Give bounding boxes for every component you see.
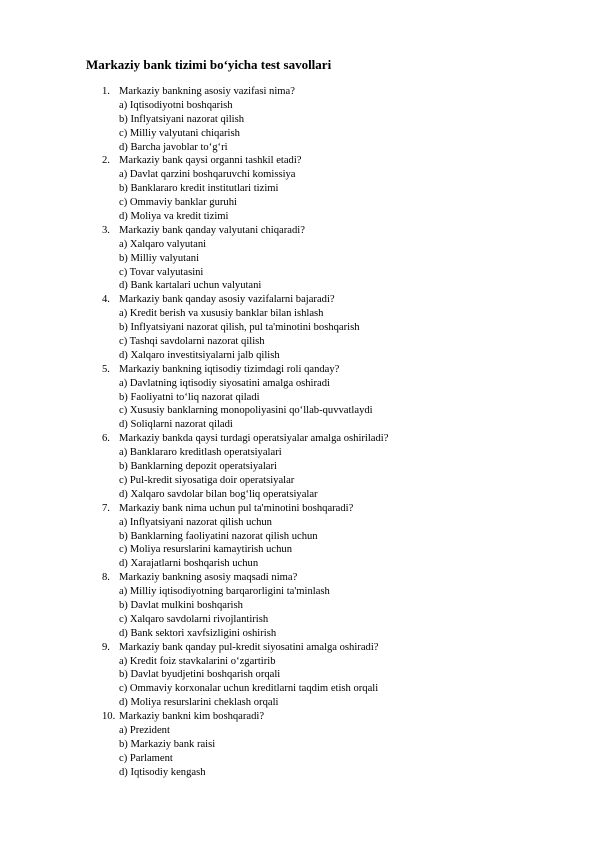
answer-option-row xyxy=(0,418,596,432)
question-text: Markaziy bank qanday asosiy vazifalarni bajaradi? xyxy=(119,294,335,306)
answer-option-row xyxy=(0,766,596,780)
answer-option-row xyxy=(0,627,596,641)
answer-option-row xyxy=(0,266,596,280)
answer-option-row xyxy=(0,196,596,210)
question-number: 2. xyxy=(102,155,110,167)
answer-option-row xyxy=(0,127,596,141)
answer-option: b) Milliy valyutani xyxy=(119,252,200,264)
answer-option-row xyxy=(0,557,596,571)
question-number: 4. xyxy=(102,294,110,306)
answer-option-row xyxy=(0,530,596,544)
answer-option-row xyxy=(0,724,596,738)
answer-option: d) Moliya resurslarini cheklash orqali xyxy=(119,697,279,709)
answer-option: c) Pul-kredit siyosatiga doir operatsiyalar xyxy=(119,474,295,486)
answer-option-row xyxy=(0,321,596,335)
question-text: Markaziy bank nima uchun pul ta'minotini boshqaradi? xyxy=(119,502,354,514)
answer-option: b) Inflyatsiyani nazorat qilish xyxy=(119,113,245,125)
answer-option-row xyxy=(0,391,596,405)
answer-option: b) Banklararo kredit institutlari tizimi xyxy=(119,183,279,195)
answer-option-row xyxy=(0,474,596,488)
answer-option-row xyxy=(0,752,596,766)
question-text: Markaziy bankda qaysi turdagi operatsiyalar amalga oshiriladi? xyxy=(119,433,389,445)
answer-option: a) Kredit foiz stavkalarini o‘zgartirib xyxy=(119,655,276,667)
answer-option: b) Davlat byudjetini boshqarish orqali xyxy=(119,669,281,681)
answer-option: a) Inflyatsiyani nazorat qilish uchun xyxy=(119,516,272,528)
answer-option-row xyxy=(0,404,596,418)
answer-option-row xyxy=(0,99,596,113)
answer-option-row xyxy=(0,543,596,557)
answer-option: a) Banklararo kreditlash operatsiyalari xyxy=(119,447,282,459)
answer-option: b) Inflyatsiyani nazorat qilish, pul ta'minotini boshqarish xyxy=(119,322,360,334)
answer-option: c) Ommaviy banklar guruhi xyxy=(119,197,237,209)
question-item xyxy=(0,363,596,377)
answer-option: c) Xalqaro savdolarni rivojlantirish xyxy=(119,613,269,625)
answer-option: c) Milliy valyutani chiqarish xyxy=(119,127,240,139)
answer-option-row xyxy=(0,488,596,502)
question-text: Markaziy bankni kim boshqaradi? xyxy=(119,711,265,723)
answer-option: d) Iqtisodiy kengash xyxy=(119,766,206,778)
answer-option: d) Moliya va kredit tizimi xyxy=(119,211,229,223)
question-item xyxy=(0,154,596,168)
answer-option: c) Moliya resurslarini kamaytirish uchun xyxy=(119,544,292,556)
answer-option-row xyxy=(0,738,596,752)
question-text: Markaziy bankning asosiy vazifasi nima? xyxy=(119,86,295,97)
answer-option-row xyxy=(0,168,596,182)
answer-option-row xyxy=(0,210,596,224)
answer-option: d) Xarajatlarni boshqarish uchun xyxy=(119,558,259,570)
answer-option-row xyxy=(0,335,596,349)
answer-option: a) Kredit berish va xususiy banklar bilan ishlash xyxy=(119,308,324,320)
answer-option-row xyxy=(0,252,596,266)
answer-option-row xyxy=(0,377,596,391)
answer-option-row xyxy=(0,141,596,155)
answer-option: a) Milliy iqtisodiyotning barqarorligini ta'minlash xyxy=(119,586,330,598)
answer-option: a) Xalqaro valyutani xyxy=(119,238,207,250)
answer-option: d) Xalqaro investitsiyalarni jalb qilish xyxy=(119,349,280,361)
question-text: Markaziy bank qaysi organni tashkil etadi? xyxy=(119,155,302,167)
question-number: 9. xyxy=(102,641,110,653)
question-number: 3. xyxy=(102,224,110,236)
answer-option-row xyxy=(0,279,596,293)
question-item xyxy=(0,85,596,99)
answer-option: b) Banklarning depozit operatsiyalari xyxy=(119,461,277,473)
answer-option: c) Parlament xyxy=(119,752,173,764)
answer-option-row xyxy=(0,696,596,710)
question-item xyxy=(0,571,596,585)
answer-option: b) Banklarning faoliyatini nazorat qilish uchun xyxy=(119,530,318,542)
answer-option-row xyxy=(0,613,596,627)
question-item xyxy=(0,502,596,516)
answer-option-row xyxy=(0,307,596,321)
answer-option-row xyxy=(0,182,596,196)
answer-option: c) Xususiy banklarning monopoliyasini qo‘llab-quvvatlaydi xyxy=(119,405,373,417)
question-item xyxy=(0,224,596,238)
answer-option-row xyxy=(0,446,596,460)
question-item xyxy=(0,641,596,655)
question-number: 1. xyxy=(102,86,110,97)
question-number: 6. xyxy=(102,433,110,445)
answer-option-row xyxy=(0,460,596,474)
answer-option: a) Davlat qarzini boshqaruvchi komissiya xyxy=(119,169,296,181)
question-text: Markaziy bankning asosiy maqsadi nima? xyxy=(119,572,298,584)
question-number: 10. xyxy=(102,711,116,723)
answer-option-row xyxy=(0,349,596,363)
answer-option: a) Davlatning iqtisodiy siyosatini amalga oshiradi xyxy=(119,377,330,389)
answer-option-row xyxy=(0,113,596,127)
question-item xyxy=(0,432,596,446)
answer-option: d) Bank kartalari uchun valyutani xyxy=(119,280,262,292)
document-title: Markaziy bank tizimi bo‘yicha test savollari xyxy=(86,57,332,72)
answer-option: d) Xalqaro savdolar bilan bog‘liq operatsiyalar xyxy=(119,488,318,500)
question-number: 8. xyxy=(102,572,110,584)
answer-option: b) Davlat mulkini boshqarish xyxy=(119,599,243,611)
answer-option: d) Barcha javoblar to‘g‘ri xyxy=(119,141,228,153)
question-text: Markaziy bankning iqtisodiy tizimdagi roli qanday? xyxy=(119,363,340,375)
answer-option: a) Prezident xyxy=(119,724,170,736)
question-item xyxy=(0,710,596,724)
answer-option: c) Tovar valyutasini xyxy=(119,266,204,278)
answer-option-row xyxy=(0,585,596,599)
answer-option: d) Soliqlarni nazorat qiladi xyxy=(119,419,233,431)
question-number: 5. xyxy=(102,363,110,375)
answer-option: d) Bank sektori xavfsizligini oshirish xyxy=(119,627,277,639)
answer-option-row xyxy=(0,682,596,696)
answer-option: b) Markaziy bank raisi xyxy=(119,738,216,750)
question-list xyxy=(0,85,596,780)
answer-option-row xyxy=(0,599,596,613)
answer-option: b) Faoliyatni to‘liq nazorat qiladi xyxy=(119,391,260,403)
question-number: 7. xyxy=(102,502,110,514)
answer-option: c) Tashqi savdolarni nazorat qilish xyxy=(119,336,265,348)
question-item xyxy=(0,293,596,307)
answer-option-row xyxy=(0,516,596,530)
answer-option: c) Ommaviy korxonalar uchun kreditlarni taqdim etish orqali xyxy=(119,683,379,695)
answer-option: a) Iqtisodiyotni boshqarish xyxy=(119,99,233,111)
question-text: Markaziy bank qanday pul-kredit siyosatini amalga oshiradi? xyxy=(119,641,379,653)
answer-option-row xyxy=(0,238,596,252)
answer-option-row xyxy=(0,668,596,682)
answer-option-row xyxy=(0,655,596,669)
question-text: Markaziy bank qanday valyutani chiqaradi? xyxy=(119,224,305,236)
